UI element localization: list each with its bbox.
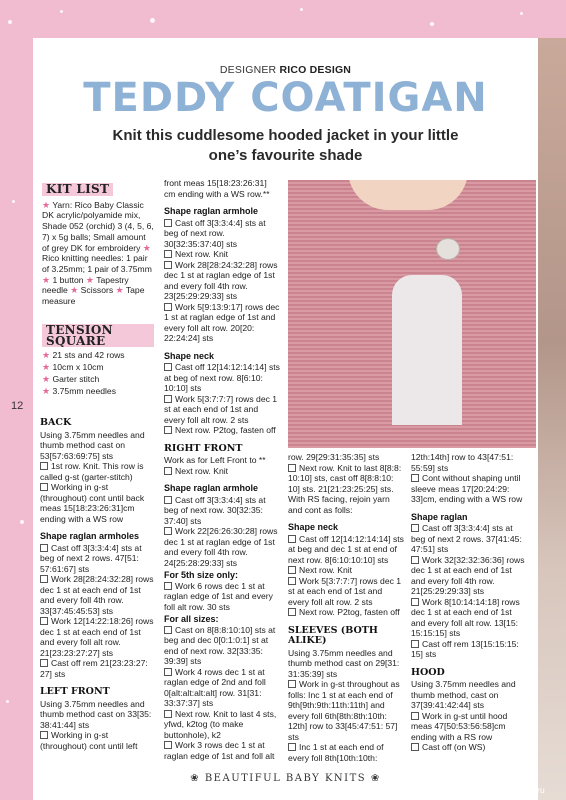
pattern-column-2 [164, 178, 280, 761]
kit-button: 1 button [52, 274, 84, 285]
step-text: Next row. P2tog, fasten off [299, 607, 400, 617]
step-text: Work 5[3:7:7:7] rows dec 1 st at each end of 1st and every foll alt row. 2 sts [164, 393, 278, 425]
instruction-step [411, 555, 527, 597]
decorative-dot [520, 12, 523, 15]
instruction-step [164, 249, 280, 260]
instruction-step [164, 218, 280, 250]
star-icon: ★ [142, 242, 151, 253]
subheading-shape-raglan-armhole: Shape raglan armhole [164, 483, 259, 493]
instruction-step [164, 302, 280, 344]
white-shirt [392, 275, 462, 425]
step-text: Cast off 3[3:3:4:4] sts at beg of next 2 rows. 47[51: 57:61:67] sts [40, 542, 142, 574]
instruction: Work as for Left Front to ** [164, 455, 266, 465]
decorative-dot [300, 8, 303, 11]
checkbox-icon [164, 426, 172, 434]
flower-icon: ❀ [370, 773, 381, 784]
checkbox-icon [40, 731, 48, 739]
star-icon: ★ [42, 350, 51, 361]
step-text: Work 28[28:24:32:28] rows dec 1 st at raglan edge of 1st and every foll 4th row. 23[25:29:29:33] sts [164, 259, 278, 301]
subheading-shape-raglan-armholes: Shape raglan armholes [40, 531, 140, 541]
checkbox-icon [164, 582, 172, 590]
step-text: Cast off (on WS) [422, 742, 486, 752]
step-text: Work in g-st until hood meas 47[50:53:56:58]cm ending with a RS row [411, 710, 508, 742]
checkbox-icon [411, 712, 419, 720]
kit-yarn: Yarn: Rico Baby Classic DK acrylic/polyamide mix, Shade 052 (orchid) 3 (4, 5, 6, 7) x 5g balls; Small amount of grey DK for embroidery [42, 199, 154, 253]
decorative-dot [20, 520, 24, 524]
checkbox-icon [40, 617, 48, 625]
instruction-step [411, 711, 527, 743]
instruction-step [164, 425, 280, 436]
pattern-column-4 [411, 452, 527, 753]
instruction-step [288, 607, 404, 618]
step-text: Work 5[3:7:7:7] rows dec 1 st at each end of 1st and every foll alt row. 2 sts [288, 575, 402, 607]
star-icon: ★ [42, 274, 51, 285]
page-title: TEDDY COATIGAN [83, 75, 488, 121]
kit-list [42, 183, 154, 307]
step-text: Cast off 12[14:12:14:14] sts at beg and dec 1 st at end of next row. 8[6:10:10:10] sts [288, 533, 404, 565]
button-icon [436, 238, 460, 260]
instruction: Using 3.75mm needles and thumb method cast on 53[57:63:69:75] sts [40, 429, 145, 461]
step-text: Work 5[9:13:9:17] rows dec 1 st at raglan edge of 1st and every foll alt row. 20[20: 22:24:24] sts [164, 301, 280, 343]
step-text: Work 3 rows dec 1 st at raglan edge of 1st and foll alt [164, 740, 275, 761]
star-icon: ★ [42, 362, 51, 373]
instruction: Using 3.75mm needles and thumb method cast on 33[35: 38:41:44] sts [40, 698, 152, 730]
kit-tape-measure: Tape measure [42, 285, 145, 307]
tension-item [42, 362, 154, 373]
section-heading-back: BACK [40, 417, 72, 428]
kit-list-heading: KIT LIST [42, 183, 113, 196]
checkbox-icon [164, 219, 172, 227]
checkbox-icon [164, 250, 172, 258]
instruction-step [164, 362, 280, 394]
kit-list-body [42, 200, 154, 307]
checkbox-icon [164, 261, 172, 269]
designer-name: RICO DESIGN [279, 64, 352, 76]
checkbox-icon [164, 496, 172, 504]
checkbox-icon [288, 566, 296, 574]
step-text: Cast off 12[14:12:14:14] sts at beg of next row. 8[6:10: 10:10] sts [164, 362, 280, 393]
decorative-dot [8, 20, 12, 24]
instruction-step [164, 394, 280, 426]
tension-item-text: Garter stitch [52, 373, 100, 384]
star-icon: ★ [42, 385, 51, 396]
step-text: Work 6 rows dec 1 st at raglan edge of 1st and every foll alt row. 30 sts [164, 580, 273, 612]
instruction-step [164, 740, 280, 761]
checkbox-icon [40, 659, 48, 667]
step-text: Working in g-st (throughout) cont until left [40, 730, 138, 751]
step-text: Work 28[28:24:32:28] rows dec 1 st at each end of 1st and every foll 4th row. 33[37:45:45:53] sts [40, 574, 154, 616]
instruction-step [288, 565, 404, 576]
page-subtitle: Knit this cuddlesome hooded jacket in your little one’s favourite shade [112, 127, 459, 164]
pattern-column-1 [40, 418, 154, 751]
watermark: PassionForum.ru [480, 785, 545, 795]
instruction: Using 3.75mm needles and thumb method cast on 29[31: 31:35:39] sts [288, 647, 400, 679]
checkbox-icon [40, 575, 48, 583]
step-text: Next row. Knit [299, 565, 353, 575]
checkbox-icon [288, 608, 296, 616]
instruction-step [164, 667, 280, 709]
pattern-page [11, 38, 538, 800]
decorative-dot [6, 700, 9, 703]
subheading-all-sizes: For all sizes: [164, 614, 219, 624]
instruction-step [411, 473, 527, 505]
instruction: row. 29[29:31:35:35] sts [288, 452, 380, 462]
checkbox-icon [164, 527, 172, 535]
instruction-step [40, 658, 154, 679]
subheading-shape-raglan: Shape raglan [411, 511, 468, 522]
instruction-step [164, 260, 280, 302]
decorative-dot [60, 10, 63, 13]
star-icon: ★ [42, 199, 51, 210]
instruction-step [164, 526, 280, 568]
checkbox-icon [411, 598, 419, 606]
checkbox-icon [411, 556, 419, 564]
section-heading-left-front: LEFT FRONT [40, 686, 110, 697]
instruction-step [40, 482, 154, 524]
instruction-step [164, 625, 280, 667]
instruction-step [164, 709, 280, 741]
subheading-shape-neck: Shape neck [164, 350, 215, 361]
instruction-step [411, 597, 527, 639]
instruction-step [40, 616, 154, 658]
step-text: Cast off 3[3:3:4:4] sts at beg of next row. 30[32:35: 37:40] sts [164, 494, 266, 526]
decorative-dot [430, 22, 434, 26]
instruction-step [288, 679, 404, 742]
tension-item-text: 3.75mm needles [52, 385, 117, 396]
step-text: 1st row. Knit. This row is called g-st (garter-stitch) [40, 461, 144, 482]
tension-item [42, 350, 154, 361]
tension-item [42, 386, 154, 397]
instruction-step [411, 742, 527, 753]
star-icon: ★ [85, 274, 94, 285]
subheading-fifth-size: For 5th size only: [164, 570, 239, 580]
star-icon: ★ [70, 285, 79, 296]
instruction: 12th:14th] row to 43[47:51: 55:59] sts [411, 452, 514, 473]
instruction-step [40, 574, 154, 616]
checkbox-icon [164, 303, 172, 311]
decorative-dot [150, 18, 155, 23]
footer-title: BEAUTIFUL BABY KNITS [204, 773, 367, 784]
subheading-shape-raglan-armhole: Shape raglan armhole [164, 206, 259, 216]
star-icon: ★ [42, 373, 51, 384]
step-text: Work 12[14:22:18:26] rows dec 1 st at each end of 1st and every foll alt row. 21[23:23:27:27] sts [40, 616, 154, 658]
step-text: Next row. Knit to last 4 sts, yfwd, k2tog (to make buttonhole), k2 [164, 708, 277, 740]
checkbox-icon [411, 743, 419, 751]
step-text: Next row. Knit [175, 249, 229, 259]
kit-scissors: Scissors [80, 285, 114, 296]
instruction-step [411, 523, 527, 555]
step-text: Next row. Knit to last 8[8:8: 10:10] sts, cast off 8[8:8:10: 10] sts. 21[21:23:25:25] sts. With RS facing, rejoin yarn and cont as folls: [288, 462, 402, 515]
instruction-step [40, 543, 154, 575]
step-text: Cast on 8[8:8:10:10] sts at beg and dec 0[0:1:0:1] st at end of next row. 32[33:35: 39:39] sts [164, 624, 276, 666]
instruction-step [411, 639, 527, 660]
pattern-column-3 [288, 452, 404, 763]
checkbox-icon [288, 743, 296, 751]
instruction-step [288, 534, 404, 566]
checkbox-icon [40, 462, 48, 470]
star-icon: ★ [115, 285, 124, 296]
instruction: front meas 15[18:23:26:31] cm ending with a WS row.** [164, 178, 270, 199]
instruction-step [288, 576, 404, 608]
step-text: Work 32[32:32:36:36] rows dec 1 st at each end of 1st and every foll 4th row. 21[25:29:29:33] sts [411, 554, 525, 596]
decorative-dot [12, 200, 15, 203]
kit-needles: Rico knitting needles: 1 pair of 3.25mm; 1 pair of 3.75mm [42, 253, 152, 274]
flower-icon: ❀ [190, 773, 201, 784]
designer-prefix: DESIGNER [219, 64, 277, 76]
instruction-step [288, 463, 404, 516]
checkbox-icon [288, 577, 296, 585]
checkbox-icon [164, 741, 172, 749]
kit-tapestry-needle: Tapestry needle [42, 274, 129, 296]
step-text: Work 4 rows dec 1 st at raglan edge of 2nd and foll 0[alt:alt:alt:alt] row. 31[31: 33:37:37] sts [164, 666, 266, 708]
instruction: Using 3.75mm needles and thumb method, cast on 37[39:41:42:44] sts [411, 679, 516, 710]
checkbox-icon [164, 363, 172, 371]
checkbox-icon [164, 467, 172, 475]
checkbox-icon [411, 640, 419, 648]
step-text: Inc 1 st at each end of every foll 8th[10th:10th: [288, 742, 384, 763]
step-text: Cast off rem 21[23:23:27: 27] sts [40, 658, 148, 679]
checkbox-icon [40, 544, 48, 552]
step-text: Working in g-st (throughout) cont until back meas 15[18:23:26:31]cm ending with a WS row [40, 482, 145, 524]
instruction-step [40, 730, 154, 751]
instruction-step [164, 495, 280, 527]
background-photo-strip [538, 38, 566, 800]
instruction-step [40, 461, 154, 482]
tension-item-text: 10cm x 10cm [52, 362, 104, 373]
step-text: Work 8[10:14:14:18] rows dec 1 st at each end of 1st and every foll alt row. 13[15: 15:15:15] sts [411, 596, 520, 638]
step-text: Cast off rem 13[15:15:15: 15] sts [411, 638, 519, 659]
checkbox-icon [164, 710, 172, 718]
step-text: Next row. Knit [175, 465, 229, 476]
checkbox-icon [411, 524, 419, 532]
step-text: Cast off 3[3:3:4:4] sts at beg of next row. 30[32:35:37:40] sts [164, 217, 266, 249]
step-text: Work 22[26:26:30:28] rows dec 1 st at raglan edge of 1st and every foll 4th row. 24[25:28:29:33] sts [164, 526, 278, 568]
page-number: 12 [11, 400, 24, 412]
section-heading-right-front: RIGHT FRONT [164, 442, 243, 454]
step-text: Next row. P2tog, fasten off [175, 425, 276, 435]
section-heading-hood: HOOD [411, 666, 445, 678]
footer [33, 773, 538, 784]
tension-square [42, 324, 154, 396]
tension-heading: TENSION SQUARE [42, 324, 154, 347]
checkbox-icon [288, 680, 296, 688]
checkbox-icon [288, 464, 296, 472]
product-photo [288, 180, 536, 448]
checkbox-icon [288, 535, 296, 543]
instruction-step [164, 466, 280, 477]
subheading-shape-neck: Shape neck [288, 522, 339, 532]
instruction-step [288, 742, 404, 763]
section-heading-sleeves: SLEEVES (BOTH ALIKE) [288, 624, 378, 646]
tension-item [42, 374, 154, 385]
step-text: Work in g-st throughout as folls: Inc 1 st at each end of 9th[9th:9th:11th:11th] and every foll 6th[8th:8th:10th: 12th] row to 33[45:47:51: 57] sts [288, 679, 400, 742]
step-text: Cont without shaping until sleeve meas 17[20:24:29: 33]cm, ending with a WS row [411, 473, 523, 504]
checkbox-icon [164, 668, 172, 676]
step-text: Cast off 3[3:3:4:4] sts at beg of next 2 rows. 37[41:45: 47:51] sts [411, 523, 522, 554]
checkbox-icon [164, 395, 172, 403]
tension-item-text: 21 sts and 42 rows [52, 350, 125, 361]
checkbox-icon [40, 483, 48, 491]
checkbox-icon [411, 474, 419, 482]
checkbox-icon [164, 626, 172, 634]
instruction-step [164, 581, 280, 613]
